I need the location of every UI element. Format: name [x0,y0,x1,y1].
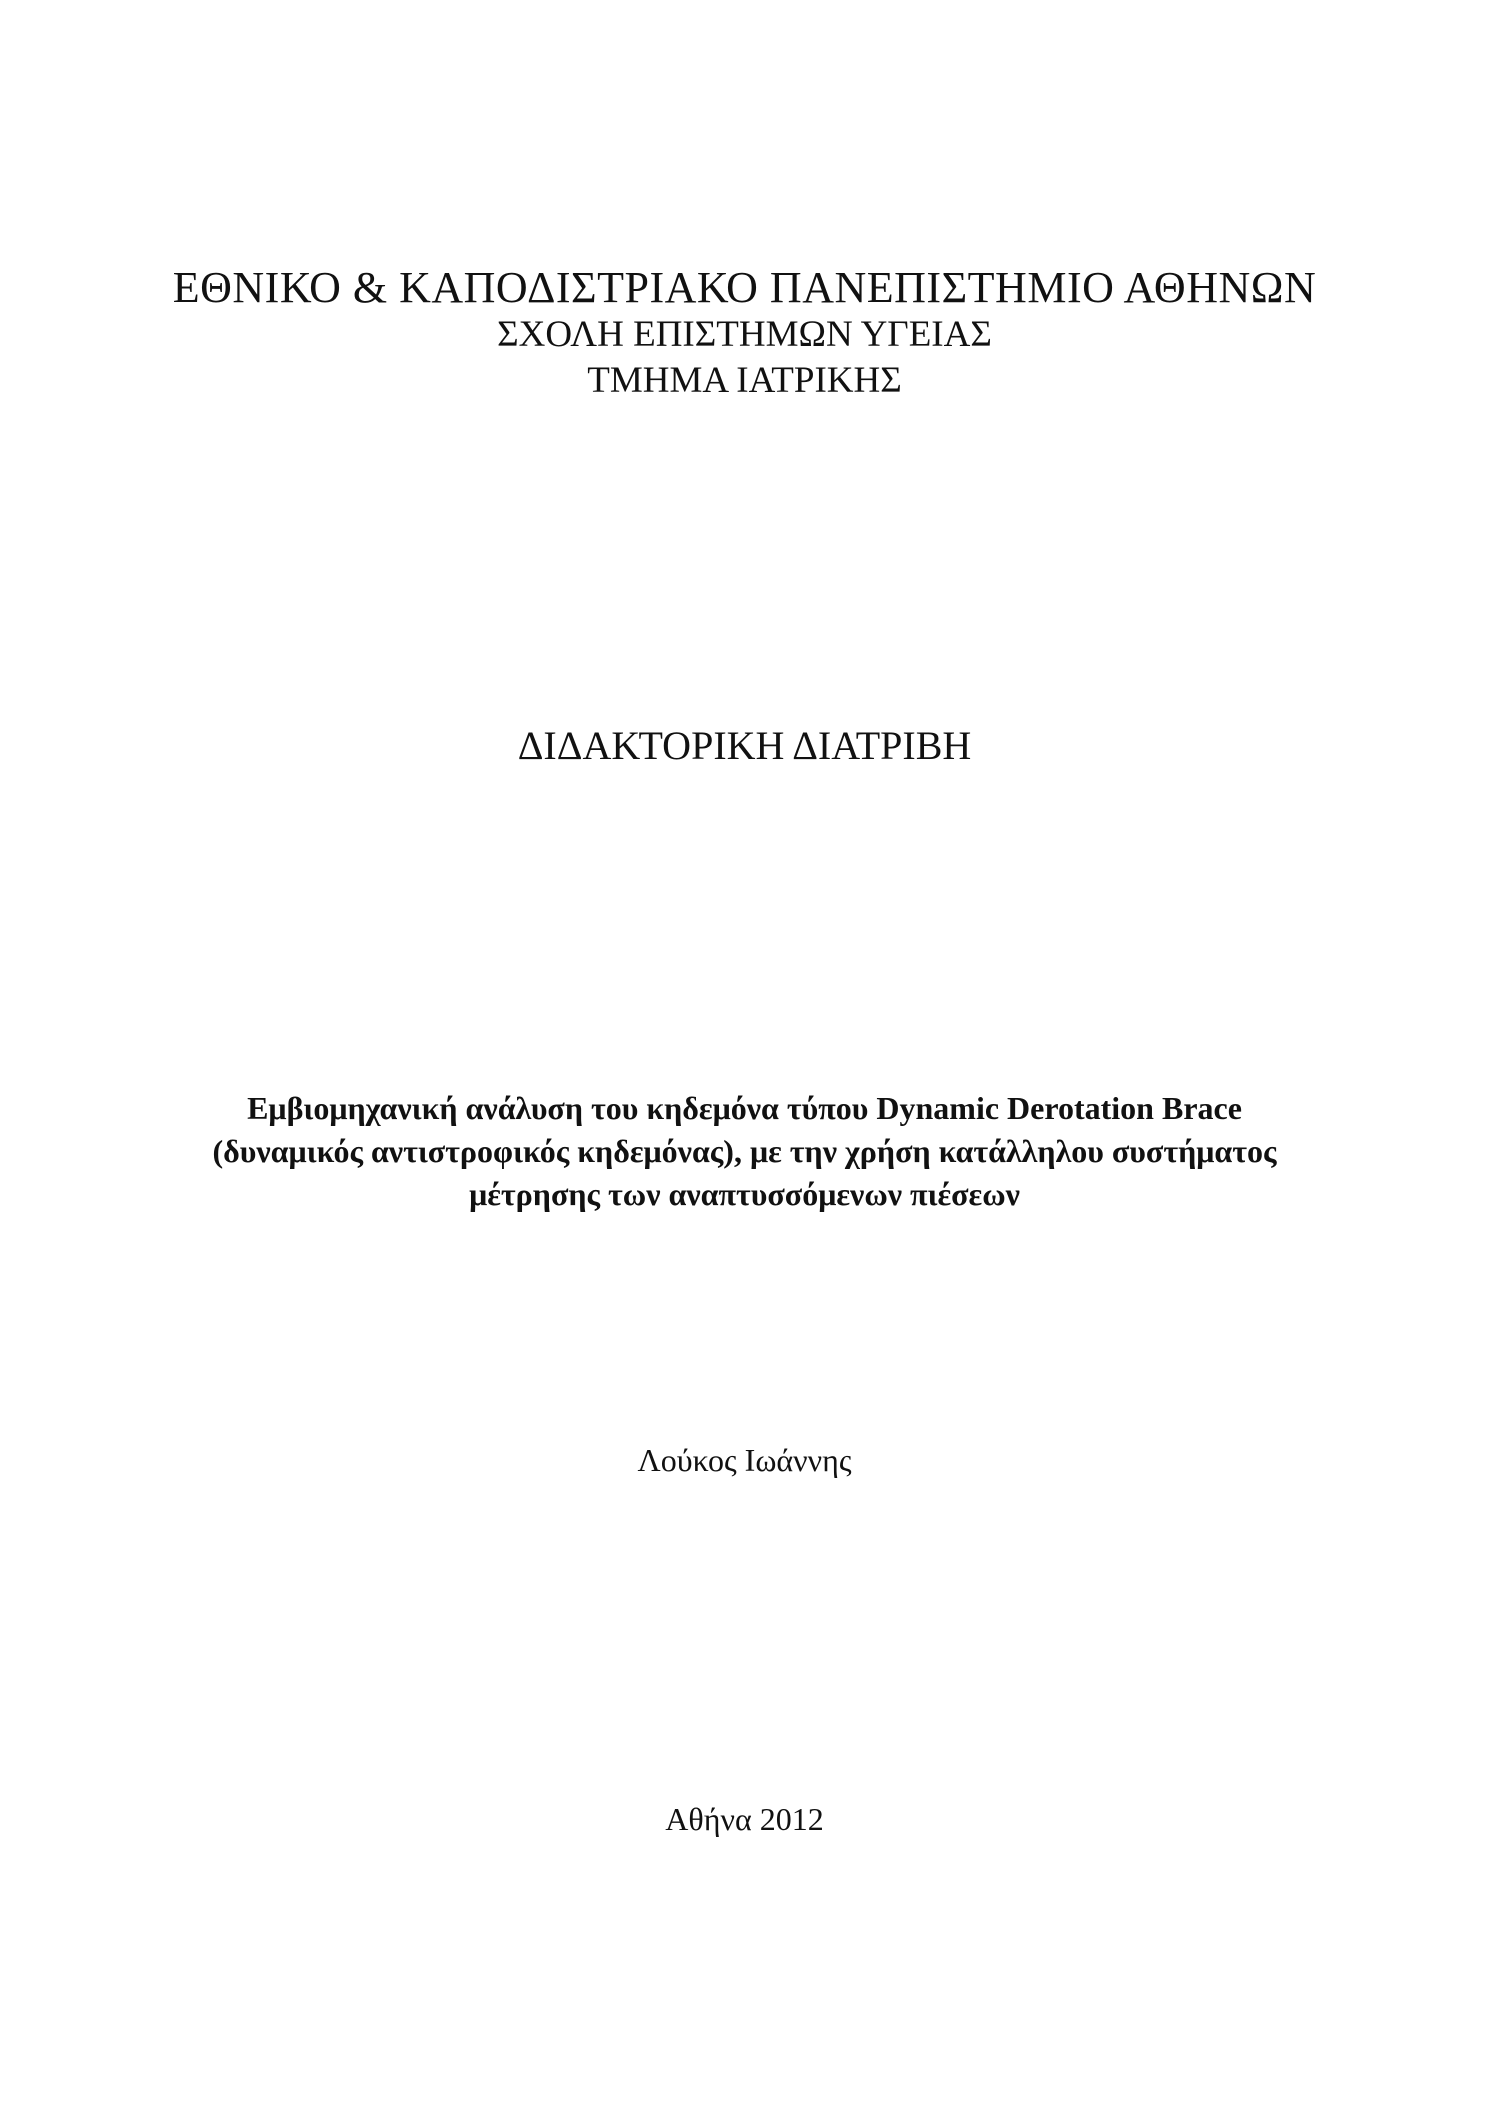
thesis-title-line: μέτρησης των αναπτυσσόμενων πιέσεων [469,1176,1020,1212]
author-name: Λούκος Ιωάννης [637,1442,852,1478]
thesis-title-line: Εμβιομηχανική ανάλυση του κηδεμόνα τύπου Dynamic Derotation Brace [247,1090,1242,1126]
place-and-date: Αθήνα 2012 [665,1801,824,1837]
document-type: ΔΙΔΑΚΤΟΡΙΚΗ ΔΙΑΤΡΙΒΗ [517,723,972,768]
thesis-title [0,1087,1489,1216]
university-name: ΕΘΝΙΚΟ & ΚΑΠΟΔΙΣΤΡΙΑΚΟ ΠΑΝΕΠΙΣΤΗΜΙΟ ΑΘΗΝΩΝ [172,263,1317,312]
department-name: ΤΜΗΜΑ ΙΑΤΡΙΚΗΣ [587,360,902,401]
school-name: ΣΧΟΛΗ ΕΠΙΣΤΗΜΩΝ ΥΓΕΙΑΣ [497,314,992,355]
thesis-title-line: (δυναμικός αντιστροφικός κηδεμόνας), με την χρήση κατάλληλου συστήματος [212,1133,1277,1169]
